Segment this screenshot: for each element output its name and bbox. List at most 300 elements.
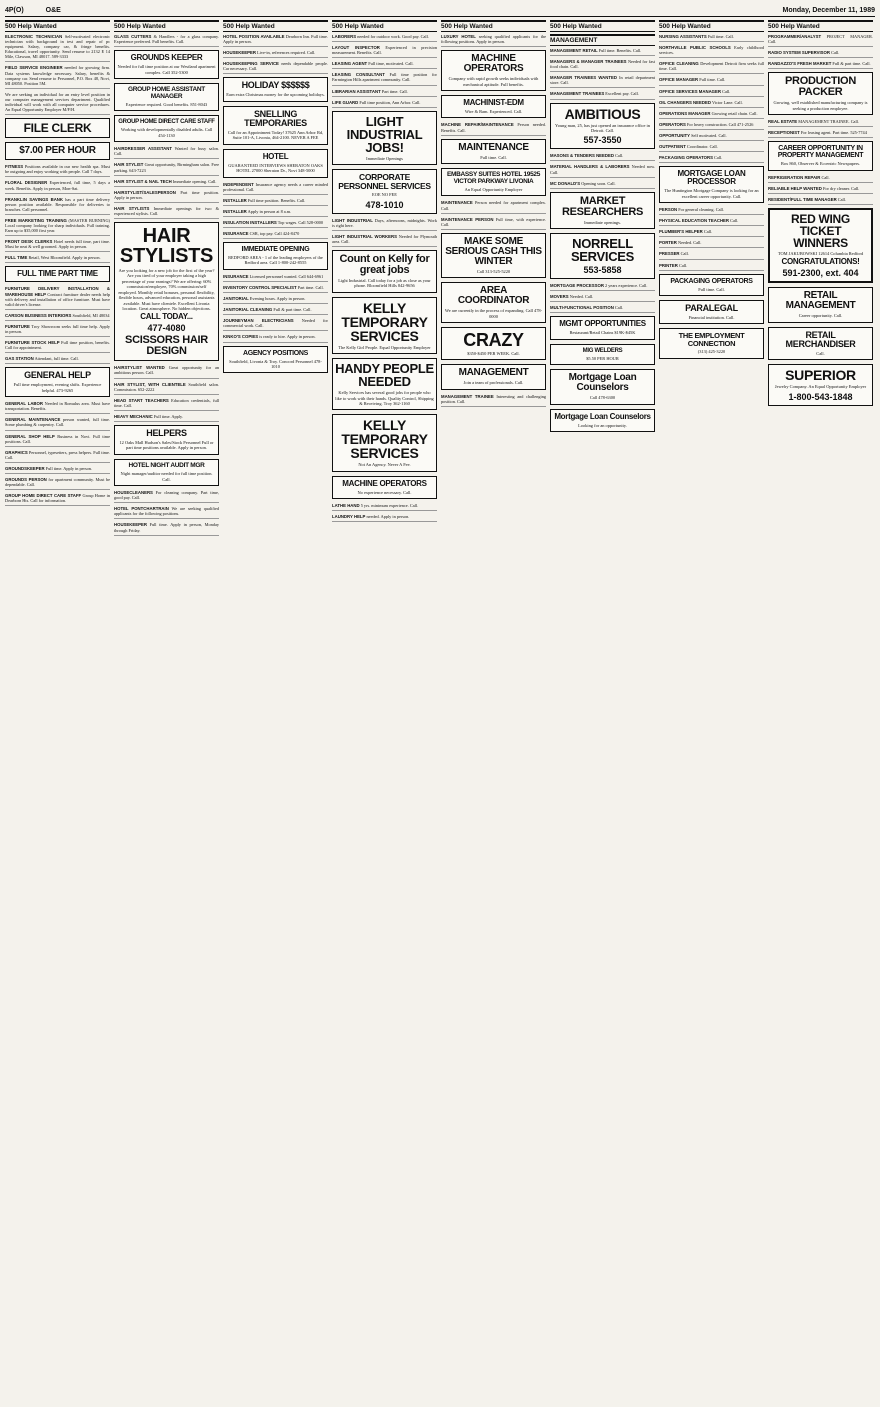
- classified-ad: [332, 72, 437, 85]
- ad-heading: INSURANCE: [223, 273, 249, 279]
- classified-ad: [659, 111, 764, 119]
- ad-text: Excellent pay. Call.: [605, 91, 639, 97]
- classified-ad: [223, 34, 328, 47]
- display-ad-headline: MAKE SOME SERIOUS CASH THIS WINTER: [445, 235, 542, 267]
- ad-text: Early childhood services.: [659, 45, 764, 56]
- classified-ad: [659, 61, 764, 74]
- classified-ad: [5, 197, 110, 215]
- classified-ad: [5, 92, 110, 115]
- classified-ad: [5, 477, 110, 490]
- ad-heading: HOTEL PONTCHARTRAIN: [114, 506, 169, 512]
- ad-heading: FULL TIME: [5, 255, 28, 261]
- ad-heading: REAL ESTATE: [768, 119, 798, 125]
- display-ad: [550, 103, 655, 150]
- display-ad-headline: HELPERS: [146, 427, 187, 438]
- ad-text: & Handlers - for a glass company. Experience preferred. Full benefits. Call.: [114, 34, 219, 45]
- display-ad-body: Call for an Appointment Today! 37625 Ann Arbor Rd, Suite 101-A, Livonia, 464-2100. NEVER A FEE: [227, 129, 324, 141]
- ad-text: Victor Lane. Call.: [711, 99, 743, 105]
- column-heading: 500 Help Wanted: [114, 20, 219, 32]
- display-ad-headline: GROUNDS KEEPER: [130, 53, 203, 63]
- display-ad-body: Financial institution. Call.: [688, 315, 735, 320]
- ad-text: Call.: [722, 88, 731, 94]
- display-ad-headline: FULL TIME PART TIME: [17, 269, 98, 279]
- ad-heading: PRESSER: [659, 251, 680, 257]
- ad-heading: LIGHT INDUSTRIAL: [332, 217, 373, 223]
- ad-heading: FITNESS: [5, 164, 24, 170]
- ad-heading: MANAGEMENT TRAINEE: [441, 393, 494, 399]
- ad-heading: HEAD START TEACHERS: [114, 397, 169, 403]
- display-ad-body: Looking for an opportunity.: [578, 422, 627, 428]
- ad-heading: HOUSEKEEPER: [223, 50, 256, 56]
- classified-ad: [659, 122, 764, 130]
- ad-heading: HEAVY MECHANIC: [114, 413, 153, 419]
- ad-heading: HOUSEKEEPER: [114, 522, 147, 528]
- classified-ad: [5, 401, 110, 414]
- classified-ad: [441, 394, 546, 407]
- ad-text: Licensed personnel wanted. Call 644-6961: [249, 273, 324, 279]
- ad-text: seeking qualified applicants for the following positions. Apply in person.: [441, 34, 546, 45]
- display-ad: [659, 166, 764, 203]
- ad-text: Opening soon. Call.: [581, 180, 616, 186]
- display-ad-body: Light Industrial. Call today for a job as close as your phone. Bloomfield Hills 842-9656: [338, 277, 431, 289]
- ad-heading: GENERAL MAINTENANCE: [5, 417, 61, 423]
- classified-ad: [550, 294, 655, 302]
- ad-heading: GRAPHICS: [5, 449, 28, 455]
- ad-text: Call.: [837, 196, 846, 202]
- classified-ad: [114, 382, 219, 395]
- ad-text: Live-in, references required. Call.: [257, 50, 316, 56]
- display-ad-headline: GENERAL HELP: [24, 370, 91, 381]
- display-ad-body: Company with rapid growth seeks individuals with mechanical aptitude. Full benefits.: [448, 76, 539, 87]
- display-ad-body: Needed for full time position at our Westland apartment complex. Call 352-5300: [117, 64, 216, 75]
- display-ad: [5, 118, 110, 138]
- classified-ad: [332, 100, 437, 108]
- ad-heading: HAIRDRESSER ASSISTANT: [114, 146, 172, 152]
- display-ad-body: 12 Oaks Mall Hudson's Sales/Stock Personnel Full or part time positions available. Apply in person.: [119, 439, 214, 451]
- classified-ad: [5, 493, 110, 506]
- display-ad-headline: RED WING TICKET WINNERS: [791, 212, 850, 251]
- display-ad: [768, 141, 873, 170]
- ad-heading: OFFICE CLEANING: [659, 61, 699, 67]
- classified-ad: [223, 220, 328, 228]
- ad-text: Full time position. Benefits. Call.: [247, 197, 306, 203]
- ad-heading: LABORERS: [332, 34, 357, 39]
- classified-ad: [5, 417, 110, 430]
- display-ad: [550, 344, 655, 365]
- display-ad-body: $5.50 PER HOUR: [586, 355, 619, 361]
- ad-text: Insurance agency needs a career minded professional. Call.: [223, 181, 328, 192]
- ad-heading: PACKAGING OPERATORS: [659, 155, 713, 161]
- classified-ad: [5, 340, 110, 353]
- display-ad-headline: CRAZY: [463, 330, 524, 350]
- display-ad-body: We are currently in the process of expanding. Call 478-0000: [444, 308, 543, 319]
- display-ad: [114, 83, 219, 111]
- ad-text: MANAGEMENT TRAINEE. Call.: [798, 119, 859, 125]
- classified-ad: [659, 207, 764, 215]
- ad-heading: PRINTER: [659, 262, 678, 268]
- display-ad-body: Career opportunity. Call.: [798, 313, 843, 319]
- display-ad: [441, 364, 546, 389]
- display-ad-headline: MACHINE OPERATORS: [463, 53, 524, 75]
- ad-text: Call.: [831, 50, 840, 56]
- ad-heading: MANAGEMENT TRAINEES: [550, 91, 605, 97]
- display-ad-body: Full time. Call.: [480, 154, 507, 160]
- classified-ad: [768, 61, 873, 69]
- display-ad: [223, 106, 328, 145]
- ad-heading: HAIR STYLIST, WITH CLIENTELE: [114, 381, 186, 387]
- ad-heading: MC DONALD'S: [550, 180, 581, 186]
- ad-text: Full time position, benefits. Call for appointment.: [5, 340, 110, 351]
- classified-ad: [550, 48, 655, 56]
- display-ad: [550, 233, 655, 279]
- ad-heading: FRONT DESK CLERKS: [5, 239, 53, 245]
- display-ad-headline: HANDY PEOPLE NEEDED: [335, 361, 434, 390]
- ad-text: Retail, West Bloomfield. Apply in person.: [28, 255, 101, 261]
- ad-heading: HAIRSTYLIST WANTED: [114, 365, 165, 371]
- classified-ad: [114, 190, 219, 203]
- display-ad-phone: 1-800-543-1848: [788, 391, 853, 402]
- ad-heading: FREE MARKETING TRAINING: [5, 217, 67, 223]
- ad-heading: FURNITURE: [5, 323, 30, 329]
- ad-text: PROJECT MANAGER. Call.: [768, 34, 873, 45]
- ad-text: Business in Novi. Full time positions. Call.: [5, 433, 110, 444]
- classified-ad: [114, 365, 219, 378]
- classified-ad: [659, 45, 764, 58]
- ad-text: Full time, with experience. Call.: [441, 216, 546, 227]
- display-ad: [223, 346, 328, 374]
- display-ad-body: Box 860, Observer & Eccentric Newspapers.: [780, 161, 861, 167]
- display-ad: [441, 282, 546, 323]
- ad-text: Interesting and challenging position. Call.: [441, 393, 546, 404]
- display-ad: [550, 192, 655, 229]
- classified-ad: [223, 198, 328, 206]
- classified-ad: [659, 155, 764, 163]
- column-6: [550, 20, 655, 1405]
- column-heading: 500 Help Wanted: [768, 20, 873, 32]
- classified-ad: [223, 209, 328, 217]
- ad-heading: LIFE GUARD: [332, 99, 359, 105]
- display-ad-body: (313) 425-3220: [697, 349, 726, 355]
- ad-heading: MORTGAGE PROCESSOR: [550, 283, 604, 289]
- ad-text: Call.: [714, 155, 723, 161]
- ad-heading: OIL CHANGERS NEEDED: [659, 99, 711, 105]
- display-ad: [114, 425, 219, 455]
- ad-heading: OUTPATIENT: [659, 144, 686, 150]
- display-ad-body: GUARANTEED INTERVIEWS SHERATON OAKS HOTEL 27000 Sheraton Dr., Novi 348-5000: [228, 162, 323, 174]
- ad-text: Group Home in Dearborn Hts. Call for information.: [5, 493, 110, 504]
- ad-text: Hotel needs full time, part time. Must be neat & well groomed. Apply in person.: [5, 239, 110, 250]
- ad-text: (MASTER BURNING) Local company looking for sharp individuals. Full training. Earn up to $35,000 first year.: [5, 217, 110, 234]
- classified-columns: [5, 20, 875, 1405]
- display-ad-body: Call 313-525-5220: [476, 268, 511, 274]
- ad-text: for apartment community. Must be dependable. Call.: [5, 477, 110, 488]
- ad-text: Full time. Apply in person, Monday through Friday.: [114, 522, 219, 533]
- ad-text: Apply in person at 8 a.m.: [247, 208, 292, 214]
- classified-ad: [550, 181, 655, 189]
- classified-ad: [114, 34, 219, 47]
- display-ad-headline: PACKAGING OPERATORS: [670, 277, 753, 285]
- classified-ad: [768, 186, 873, 194]
- classified-ad: [5, 356, 110, 364]
- display-ad-headline: NORRELL SERVICES: [570, 236, 635, 265]
- column-4: [332, 20, 437, 1405]
- ad-text: Needed now. Call.: [550, 164, 655, 175]
- classified-ad: [659, 34, 764, 42]
- ad-text: Call.: [730, 218, 739, 224]
- display-ad-body: Call.: [816, 350, 825, 356]
- classified-ad: [223, 296, 328, 304]
- display-ad-headline: MIG WELDERS: [582, 347, 623, 354]
- paper-name: O&E: [45, 7, 61, 14]
- classified-ad: [114, 179, 219, 187]
- ad-text: Dearborn Inn. Full time. Apply in person.: [223, 34, 328, 45]
- classified-ad: [550, 75, 655, 88]
- display-ad-body: Jewelry Company. An Equal Opportunity Employer: [774, 384, 867, 390]
- ad-heading: GENERAL LABOR: [5, 401, 43, 407]
- display-ad: [223, 242, 328, 270]
- ad-text: In retail department store. Call.: [550, 75, 655, 86]
- ad-text: Needed for fast food chain. Call.: [550, 59, 655, 70]
- display-ad-headline: IMMEDIATE OPENING: [241, 246, 310, 254]
- display-ad: [114, 50, 219, 79]
- ad-heading: LAUNDRY HELP: [332, 514, 366, 520]
- display-ad: [768, 327, 873, 360]
- column-7: [659, 20, 764, 1405]
- display-ad: [768, 208, 873, 283]
- ad-text: For cleaning company. Part time, good pay. Call.: [114, 490, 219, 501]
- ad-text: Part time. Call.: [381, 88, 408, 94]
- ad-heading: OPPORTUNITY: [659, 132, 691, 138]
- classified-ad: [768, 130, 873, 138]
- ad-text: Full time. Call.: [707, 34, 734, 39]
- classified-ad: [550, 91, 655, 99]
- ad-text: Days, afternoons, midnights. Work is right here.: [332, 217, 437, 228]
- classified-ad: [441, 217, 546, 230]
- display-ad: [441, 95, 546, 118]
- classified-ad: [332, 234, 437, 247]
- ad-heading: RANDAZZO'S FRESH MARKET: [768, 61, 832, 67]
- display-ad-body: The Kelly Girl People. Equal Opportunity Employer: [338, 344, 431, 350]
- classified-ad: [223, 285, 328, 293]
- display-ad: [441, 327, 546, 360]
- classified-ad: [223, 274, 328, 282]
- classified-ad: [5, 255, 110, 263]
- ad-heading: KINKO'S COPIES: [223, 334, 259, 340]
- classified-ad: [5, 434, 110, 447]
- display-ad-headline: MAINTENANCE: [458, 141, 529, 153]
- display-ad: [332, 297, 437, 354]
- ad-heading: HAIRSTYLIST/SALESPERSON: [114, 189, 176, 195]
- classified-ad: [550, 153, 655, 161]
- classified-ad: [332, 503, 437, 511]
- classified-ad: [114, 162, 219, 175]
- ad-heading: OFFICE SERVICES MANAGER: [659, 88, 721, 94]
- display-ad-body: Southfield, Livonia & Troy. Concord Personnel 478-1010: [229, 358, 322, 369]
- display-ad-body: Full time. Call.: [698, 286, 725, 292]
- display-ad-body: TOM JAKUBOWSKI 12614 Columbia Redford: [777, 251, 864, 257]
- ad-text: needs dependable people. Car necessary. Call.: [223, 61, 328, 72]
- ad-heading: OPERATORS: [659, 121, 686, 127]
- classified-ad: [659, 263, 764, 271]
- classified-ad: [659, 89, 764, 97]
- display-ad-body: Full time employment, evening shifts. Experience helpful. 473-9265: [13, 382, 102, 393]
- classified-ad: [332, 514, 437, 522]
- ad-text: needed for outdoor work. Good pay. Call.: [357, 34, 429, 39]
- display-ad-body: The Huntington Mortgage Company is looking for an excellent career opportunity. Call.: [664, 188, 759, 199]
- classified-ad: [114, 522, 219, 535]
- column-heading: 500 Help Wanted: [223, 20, 328, 32]
- display-ad: [768, 287, 873, 322]
- display-ad: [441, 233, 546, 278]
- ad-text: Education credentials, full time. Call.: [114, 397, 219, 408]
- ad-text: Contract furniture dealer needs help with delivery and installation of office furniture. Must have valid driver's license.: [5, 291, 110, 307]
- classified-ad: [550, 59, 655, 72]
- ad-heading: FURNITURE STOCK HELP: [5, 340, 60, 346]
- display-ad: [332, 169, 437, 213]
- classified-ad: [5, 239, 110, 252]
- display-ad-headline: GROUP HOME DIRECT CARE STAFF: [118, 119, 215, 126]
- ad-text: Coordinator. Call.: [686, 144, 718, 150]
- column-1: [5, 20, 110, 1405]
- column-heading: 500 Help Wanted: [550, 20, 655, 32]
- ad-text: Full time. Apply.: [153, 413, 183, 419]
- ad-heading: HAIR STYLISTS: [114, 205, 150, 211]
- display-ad-headline: HOTEL: [262, 151, 289, 161]
- ad-heading: GLASS CUTTERS: [114, 34, 152, 39]
- classified-ad: [5, 466, 110, 474]
- classified-ad: [5, 324, 110, 337]
- display-ad-headline: CAREER OPPORTUNITY IN PROPERTY MANAGEMENT: [777, 145, 864, 160]
- display-ad-body: Are you looking for a new job for the first of the year? Are you tired of your employer taking a high percentage of your earnings? We are offering: 60% commission/employee, 70% commission/self employed. Monthly retail bonuses, personal flexibility, flexible hours, advanced education, personal assistants available. Must have clientele. Excellent Livonia location. Great atmosphere. No hidden objections.: [118, 268, 215, 311]
- ad-text: Call.: [614, 305, 624, 311]
- ad-text: has a part time delivery person position available. Responsible for deliveries to branches. Call personnel.: [5, 196, 110, 212]
- display-ad-headline: LIGHT INDUSTRIAL JOBS!: [346, 113, 423, 155]
- display-ad-headline: SUPERIOR: [785, 367, 856, 384]
- classified-ad: [441, 200, 546, 213]
- ad-heading: LEASING AGENT: [332, 61, 368, 67]
- display-ad-headline: PARALEGAL: [685, 303, 738, 313]
- display-ad-phone: 553-5858: [583, 265, 622, 276]
- display-ad: [659, 328, 764, 358]
- classified-ad: [114, 414, 219, 422]
- ad-text: Southfield salon. Commission. 652-2222: [114, 381, 219, 392]
- display-ad-headline: AMBITIOUS: [564, 105, 641, 122]
- ad-heading: GROUNDS PERSON: [5, 477, 47, 483]
- display-ad-body: Growing, well established manufacturing company is seeking a production employee.: [773, 100, 868, 111]
- display-ad: [441, 50, 546, 91]
- ad-heading: GAS STATION: [5, 356, 34, 362]
- classified-ad: [5, 286, 110, 309]
- ad-heading: INSULATION INSTALLERS: [223, 219, 277, 225]
- display-ad-body: Kelly Services has several good jobs for people who like to work with their hands. Quality Control, Shipping & Receiving. Troy 362-1160: [335, 390, 434, 406]
- ad-text: Needed for Plymouth area. Call.: [332, 233, 437, 244]
- ad-text: Great opportunity for an ambitious person. Call.: [114, 365, 219, 376]
- display-ad-body: Restaurant/Retail Chains $19K-$45K: [569, 330, 636, 336]
- classified-ad: [659, 100, 764, 108]
- column-5: [441, 20, 546, 1405]
- display-ad: [332, 476, 437, 499]
- display-ad: [659, 300, 764, 324]
- display-ad: [223, 149, 328, 178]
- ad-heading: MAINTENANCE PERSON: [441, 216, 494, 222]
- display-ad-body: No experience necessary. Call.: [357, 489, 412, 495]
- display-ad-headline: KELLY TEMPORARY SERVICES: [341, 299, 428, 344]
- ad-heading: PORTER: [659, 240, 677, 246]
- ad-text: Positions available in our new health spa. Must be outgoing and enjoy working with people. Call 7 days.: [5, 164, 110, 175]
- display-ad-headline: Mortgage Loan Counselors: [568, 372, 637, 394]
- ad-heading: MOVERS: [550, 294, 569, 300]
- display-ad-headline: Mortgage Loan Counselors: [554, 411, 651, 421]
- classified-ad: [114, 206, 219, 219]
- classified-ad: [659, 229, 764, 237]
- display-ad-headline: HOLIDAY $$$$$$: [241, 80, 310, 91]
- ad-heading: RADIO SYSTEM SUPERVISOR: [768, 50, 830, 56]
- ad-heading: LIGHT INDUSTRIAL WORKERS: [332, 233, 397, 239]
- display-ad-headline: HAIR STYLISTS: [119, 225, 214, 268]
- ad-heading: MANAGEMENT RETAIL: [550, 48, 598, 53]
- column-heading: 500 Help Wanted: [659, 20, 764, 32]
- display-ad-call: CALL TODAY...: [140, 312, 193, 322]
- classified-ad: [768, 197, 873, 205]
- display-ad: [659, 274, 764, 296]
- display-ad-body: An Equal Opportunity Employer: [464, 187, 523, 192]
- ad-text: Needed in Romulus area. Must have transportation. Benefits.: [5, 401, 110, 412]
- ad-text: Evening hours. Apply in person.: [249, 296, 306, 302]
- ad-text: Part time position. Apply in person.: [114, 189, 219, 200]
- ad-text: Experienced, full time, 5 days a week. Benefits. Apply in person, Mon-Sat.: [5, 180, 110, 191]
- classified-ad: [5, 34, 110, 62]
- display-ad-headline: GROUP HOME ASSISTANT MANAGER: [128, 86, 205, 100]
- masthead: [5, 4, 875, 17]
- ad-heading: INVENTORY CONTROL SPECIALIST: [223, 284, 297, 290]
- display-ad-headline: FILE CLERK: [23, 121, 92, 136]
- ad-text: Full time position for Farmington Hills apartment community. Call.: [332, 72, 437, 83]
- ad-heading: CARSON BUSINESS INTERIORS: [5, 312, 72, 318]
- page-number: 4P(O): [5, 7, 24, 14]
- ad-text: Experienced in precision measurement. Benefits. Call.: [332, 45, 437, 56]
- display-ad-call: CONGRATULATIONS!: [781, 257, 860, 267]
- ad-text: Call.: [703, 229, 713, 235]
- column-3: [223, 20, 328, 1405]
- ad-heading: FIELD SERVICE ENGINEER: [5, 65, 63, 71]
- ad-text: Full time. Call.: [699, 77, 726, 83]
- ad-text: For dry cleaner. Call.: [822, 185, 860, 191]
- ad-text: Wanted for busy salon. Call.: [114, 146, 219, 157]
- ad-heading: FLORAL DESIGNER: [5, 180, 48, 186]
- classified-ad: [768, 34, 873, 47]
- display-ad-headline: MORTGAGE LOAN PROCESSOR: [677, 169, 746, 187]
- ad-heading: INSTALLER: [223, 197, 247, 203]
- ad-text: person wanted, full time. Some plumbing & carpentry. Call.: [5, 417, 110, 428]
- ad-text: Southfield, MI 48034: [72, 312, 110, 318]
- display-ad-phone: 477-4080: [147, 323, 186, 334]
- ad-text: We are seeking qualified applicants for the following positions.: [114, 506, 219, 517]
- ad-heading: PERSON: [659, 207, 678, 213]
- ad-heading: LAYOUT INSPECTOR: [332, 45, 380, 51]
- display-ad-headline: SNELLING TEMPORARIES: [244, 108, 307, 128]
- ad-text: needed for growing firm. Data systems knowledge necessary. Salary, benefits & company car. Send resume to Personnel, P.O. Box 48, Novi, MI 48050. Position 5M.: [5, 65, 110, 86]
- ad-heading: JANITORIAL: [223, 296, 249, 302]
- display-ad-headline: AGENCY POSITIONS: [242, 349, 309, 357]
- display-ad: [768, 364, 873, 405]
- ad-heading: GROUP HOME DIRECT CARE STAFF: [5, 493, 82, 499]
- classified-ad: [659, 144, 764, 152]
- display-ad-body: Immediate openings.: [584, 219, 621, 225]
- ad-heading: FRANKLIN SAVINGS BANK: [5, 196, 64, 202]
- classified-ad: [5, 65, 110, 88]
- display-ad-headline: RETAIL MANAGEMENT: [785, 290, 856, 312]
- display-ad-headline: EMBASSY SUITES HOTEL 19525 VICTOR PARKWAY LIVONIA: [446, 171, 541, 185]
